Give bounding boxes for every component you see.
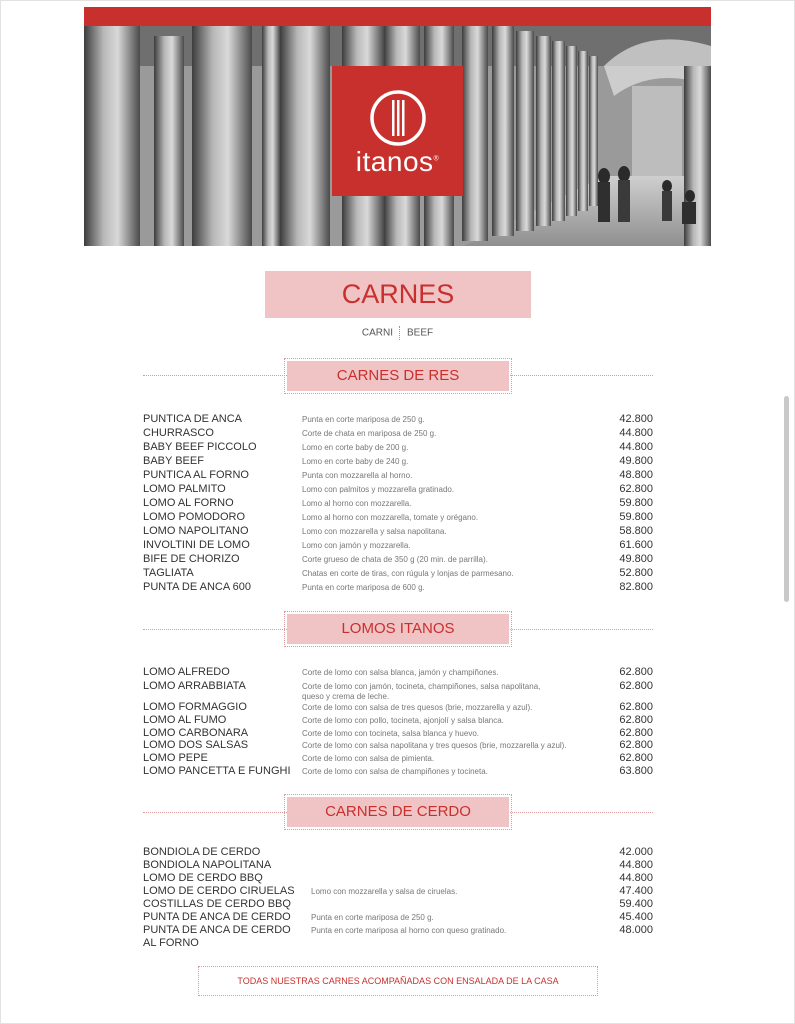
- section-title-lomos: LOMOS ITANOS: [287, 614, 509, 644]
- item-price: 47.400: [619, 885, 653, 897]
- menu-item: [0, 872, 795, 886]
- item-price: 44.800: [619, 859, 653, 871]
- item-desc: Lomo en corte baby de 240 g.: [302, 457, 409, 466]
- item-price: 49.800: [619, 455, 653, 467]
- item-name: PUNTA DE ANCA DE CERDO: [143, 911, 291, 923]
- subtitle-separator: [399, 326, 401, 340]
- item-desc: Lomo con palmitos y mozzarella gratinado.: [302, 485, 455, 494]
- item-price: 61.600: [619, 539, 653, 551]
- item-name: PUNTA DE ANCA 600: [143, 581, 252, 593]
- item-price: 62.800: [619, 701, 653, 713]
- item-price: 62.800: [619, 714, 653, 726]
- item-desc: Punta en corte mariposa al horno con queso gratinado.: [311, 926, 507, 935]
- item-name: LOMO PEPE: [143, 752, 208, 764]
- item-name: PUNTICA AL FORNO: [143, 469, 249, 481]
- subtitle-english: BEEF: [407, 327, 434, 339]
- menu-item: [0, 666, 795, 680]
- item-desc: Lomo con jamón y mozzarella.: [302, 541, 411, 550]
- item-name: LOMO ARRABBIATA: [143, 680, 246, 692]
- menu-item: [0, 714, 795, 728]
- item-desc-line1: Corte de lomo con jamón, tocineta, champiñones, salsa napolitana,: [302, 682, 541, 691]
- item-name: LOMO POMODORO: [143, 511, 246, 523]
- item-desc: Corte de chata en mariposa de 250 g.: [302, 429, 437, 438]
- menu-item: [0, 701, 795, 715]
- item-desc: Punta en corte mariposa de 600 g.: [302, 583, 425, 592]
- section-title-cerdo: CARNES DE CERDO: [287, 797, 509, 827]
- item-name: LOMO PALMITO: [143, 483, 226, 495]
- menu-item: [0, 511, 795, 525]
- item-price: 52.800: [619, 567, 653, 579]
- item-name: LOMO DOS SALSAS: [143, 739, 249, 751]
- item-price: 59.800: [619, 497, 653, 509]
- item-desc-line2: queso y crema de leche.: [302, 692, 390, 701]
- header-red-strip: [84, 7, 711, 26]
- item-price: 62.800: [619, 727, 653, 739]
- subtitle-italian: CARNI: [361, 327, 393, 339]
- menu-item: [0, 581, 795, 595]
- item-name: BABY BEEF: [143, 455, 204, 467]
- item-desc: Punta en corte mariposa de 250 g.: [311, 913, 434, 922]
- item-desc: Corte grueso de chata de 350 g (20 min. de parrilla).: [302, 555, 488, 564]
- item-name: LOMO CARBONARA: [143, 727, 249, 739]
- item-name: LOMO ALFREDO: [143, 666, 230, 678]
- menu-item: [0, 924, 795, 950]
- item-desc: Corte de lomo con salsa de pimienta.: [302, 754, 435, 763]
- item-name: CHURRASCO: [143, 427, 214, 439]
- item-name: LOMO DE CERDO BBQ: [143, 872, 263, 884]
- menu-item: [0, 483, 795, 497]
- item-name: [143, 924, 291, 950]
- brand-logo: [332, 66, 463, 196]
- page-title: CARNES: [265, 271, 531, 318]
- item-price: 48.000: [619, 924, 653, 936]
- item-desc: Corte de lomo con salsa de tres quesos (brie, mozzarella y azul).: [302, 703, 533, 712]
- menu-item: [0, 765, 795, 779]
- item-desc: Lomo al horno con mozzarella.: [302, 499, 412, 508]
- item-desc: Corte de lomo con tocineta, salsa blanca y huevo.: [302, 729, 479, 738]
- item-name-line2: AL FORNO: [143, 937, 199, 949]
- item-price: 49.800: [619, 553, 653, 565]
- item-price: 48.800: [619, 469, 653, 481]
- item-price: 82.800: [619, 581, 653, 593]
- item-desc: Punta con mozzarella al horno.: [302, 471, 413, 480]
- menu-item: [0, 846, 795, 860]
- item-desc: Chatas en corte de tiras, con rúgula y lonjas de parmesano.: [302, 569, 514, 578]
- menu-item: [0, 859, 795, 873]
- item-desc: Lomo con mozzarella y salsa de ciruelas.: [311, 887, 458, 896]
- page-subtitle: [0, 326, 795, 340]
- item-price: 45.400: [619, 911, 653, 923]
- footer-note: TODAS NUESTRAS CARNES ACOMPAÑADAS CON ENSALADA DE LA CASA: [198, 966, 598, 996]
- item-name: LOMO FORMAGGIO: [143, 701, 247, 713]
- item-desc: Corte de lomo con salsa napolitana y tres quesos (brie, mozzarella y azul).: [302, 741, 567, 750]
- menu-item: [0, 455, 795, 469]
- menu-item: [0, 427, 795, 441]
- item-desc: Corte de lomo con salsa blanca, jamón y champiñones.: [302, 668, 499, 677]
- item-name: LOMO NAPOLITANO: [143, 525, 249, 537]
- item-price: 42.800: [619, 413, 653, 425]
- item-desc: Lomo con mozzarella y salsa napolitana.: [302, 527, 447, 536]
- item-name: INVOLTINI DE LOMO: [143, 539, 250, 551]
- item-name: BONDIOLA DE CERDO: [143, 846, 261, 858]
- item-price: 58.800: [619, 525, 653, 537]
- item-name: BABY BEEF PICCOLO: [143, 441, 257, 453]
- item-name: LOMO PANCETTA E FUNGHI: [143, 765, 291, 777]
- item-name: PUNTICA DE ANCA: [143, 413, 243, 425]
- item-name: LOMO DE CERDO CIRUELAS: [143, 885, 295, 897]
- item-desc: Corte de lomo con salsa de champiñones y tocineta.: [302, 767, 488, 776]
- item-price: 59.400: [619, 898, 653, 910]
- item-name: LOMO AL FUMO: [143, 714, 227, 726]
- item-name: COSTILLAS DE CERDO BBQ: [143, 898, 291, 910]
- item-price: 62.800: [619, 483, 653, 495]
- item-price: 62.800: [619, 739, 653, 751]
- item-desc: [302, 682, 540, 702]
- menu-item: [0, 739, 795, 753]
- section-title-res: CARNES DE RES: [287, 361, 509, 391]
- menu-item: [0, 497, 795, 511]
- menu-item: [0, 885, 795, 899]
- item-name-line1: PUNTA DE ANCA DE CERDO: [143, 924, 291, 936]
- menu-item: [0, 441, 795, 455]
- item-desc: Punta en corte mariposa de 250 g.: [302, 415, 425, 424]
- menu-item: [0, 539, 795, 553]
- menu-item: [0, 413, 795, 427]
- item-price: 62.800: [619, 752, 653, 764]
- item-price: 63.800: [619, 765, 653, 777]
- menu-item: [0, 567, 795, 581]
- item-name: LOMO AL FORNO: [143, 497, 234, 509]
- menu-item: [0, 911, 795, 925]
- item-price: 42.000: [619, 846, 653, 858]
- item-price: 44.800: [619, 872, 653, 884]
- menu-item: [0, 553, 795, 567]
- item-desc: Lomo en corte baby de 200 g.: [302, 443, 409, 452]
- item-price: 62.800: [619, 680, 653, 692]
- menu-item: [0, 898, 795, 912]
- item-name: BONDIOLA NAPOLITANA: [143, 859, 272, 871]
- item-name: TAGLIATA: [143, 567, 194, 579]
- item-desc: Lomo al horno con mozzarella, tomate y orégano.: [302, 513, 479, 522]
- brand-name: itanos®: [355, 146, 440, 177]
- item-desc: Corte de lomo con pollo, tocineta, ajonjolí y salsa blanca.: [302, 716, 504, 725]
- item-name: BIFE DE CHORIZO: [143, 553, 240, 565]
- item-price: 44.800: [619, 427, 653, 439]
- item-price: 59.800: [619, 511, 653, 523]
- menu-item: [0, 525, 795, 539]
- item-price: 44.800: [619, 441, 653, 453]
- scrollbar-thumb[interactable]: [784, 396, 789, 602]
- menu-item: [0, 469, 795, 483]
- menu-item: [0, 752, 795, 766]
- item-price: 62.800: [619, 666, 653, 678]
- logo-emblem-icon: [368, 88, 428, 148]
